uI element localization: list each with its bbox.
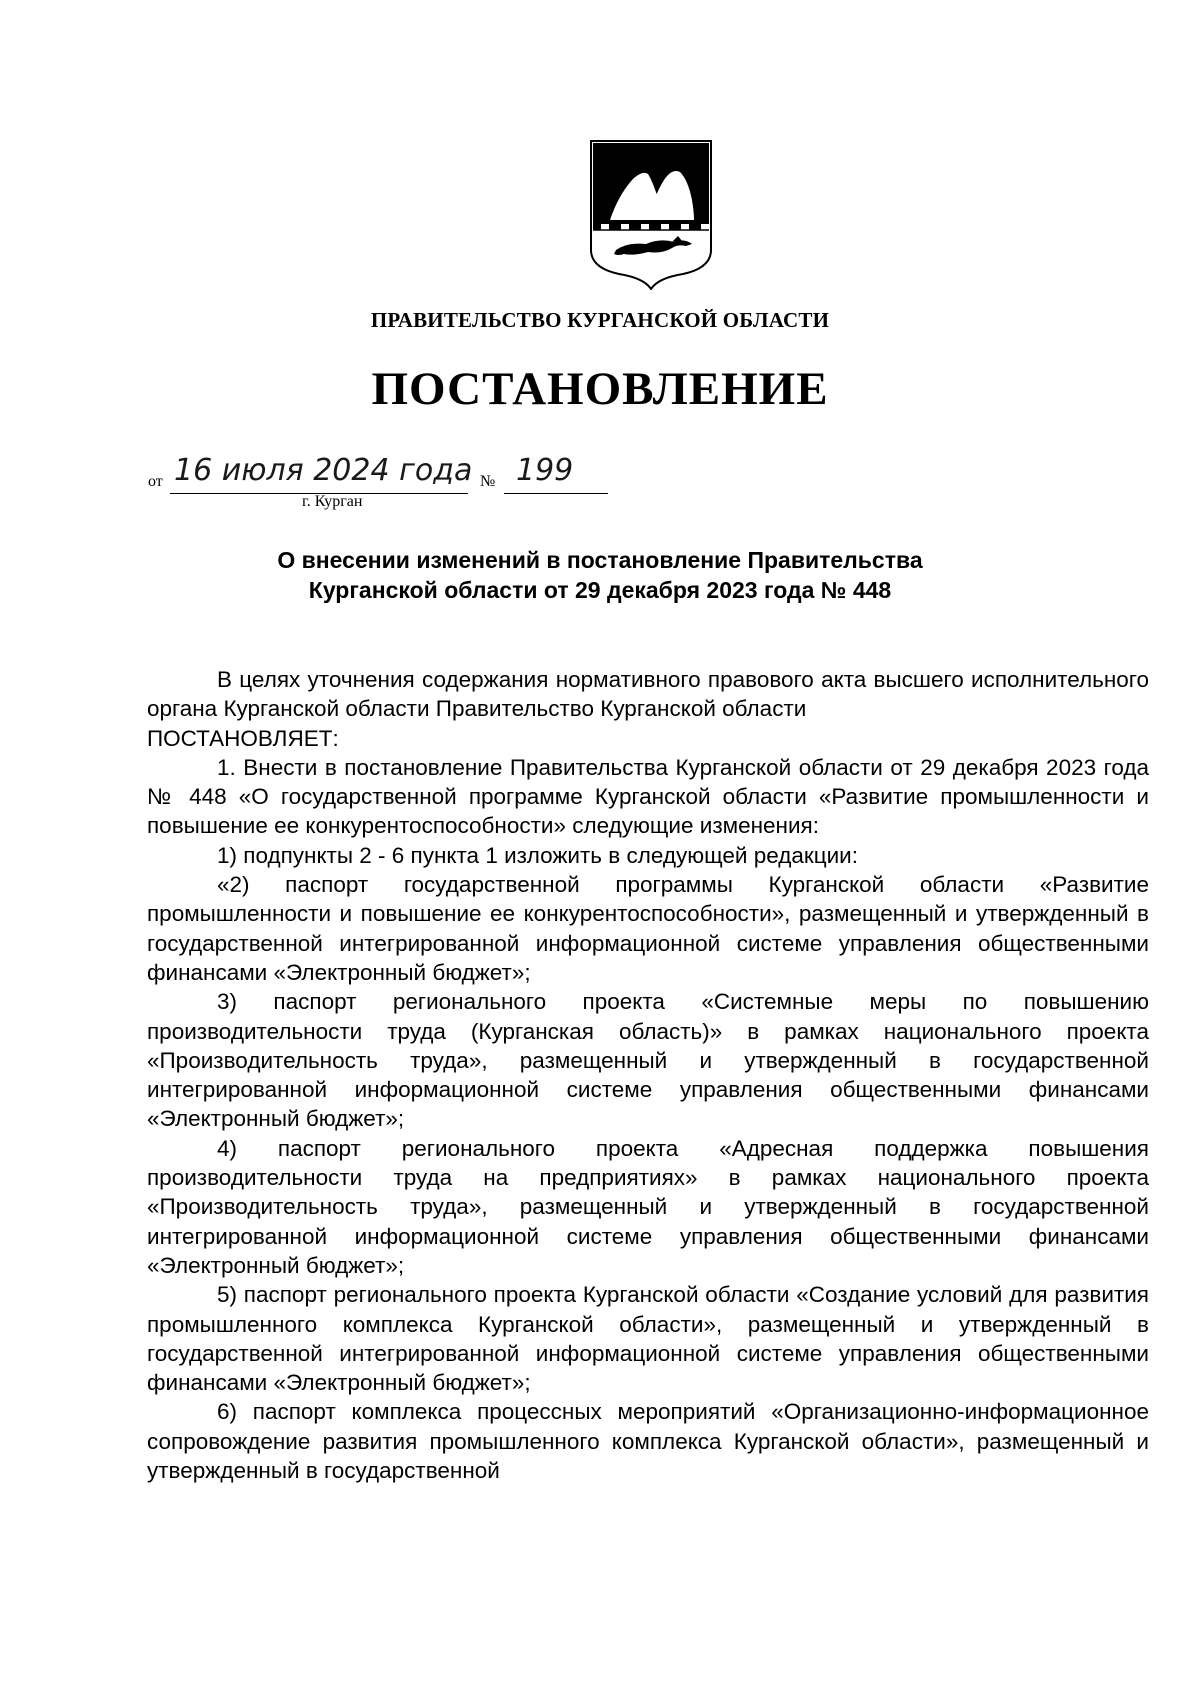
- subitem-5-paragraph: 5) паспорт регионального проекта Курганской области «Создание условий для развития промышленного комплекса Курганской области», размещенный и утвержденный в государственной интегрированной информационной системе управления общественными финансами «Электронный бюджет»;: [147, 1282, 1149, 1396]
- government-name: ПРАВИТЕЛЬСТВО КУРГАНСКОЙ ОБЛАСТИ: [370, 308, 830, 332]
- subitem-6-paragraph: 6) паспорт комплекса процессных мероприятий «Организационно-информационное сопровождение развития промышленного комплекса Курганской области», размещенный и утвержденный в государственной: [147, 1399, 1149, 1484]
- subitem-3-paragraph: 3) паспорт регионального проекта «Системные меры по повышению производительности труда (Курганская область)» в рамках национального проекта «Производительность труда», размещенный и утвержденный в государственной интегрированной информационной системе управления общественными финансами «Электронный бюджет»;: [147, 989, 1149, 1132]
- document-subject: [0, 545, 1200, 605]
- from-label: от: [148, 473, 163, 490]
- subitem-2-paragraph: «2) паспорт государственной программы Курганской области «Развитие промышленности и повышение ее конкурентоспособности», размещенный и утвержденный в государственной интегрированной информационной системе управления общественными финансами «Электронный бюджет»;: [147, 872, 1149, 985]
- subitem-4-paragraph: 4) паспорт регионального проекта «Адресная поддержка повышения производительности труда на предприятиях» в рамках национального проекта «Производительность труда», размещенный и утвержденный в государственной интегрированной информационной системе управления общественными финансами «Электронный бюджет»;: [147, 1135, 1149, 1278]
- document-body: [147, 665, 1149, 1485]
- decree-word: ПОСТАНОВЛЯЕТ:: [147, 725, 339, 751]
- number-label: №: [480, 473, 496, 490]
- subitem-1-paragraph: 1) подпункты 2 - 6 пункта 1 изложить в следующей редакции:: [217, 842, 858, 868]
- item-1-paragraph: 1. Внести в постановление Правительства Курганской области от 29 декабря 2023 года № 448 «О государственной программе Курганской области «Развитие промышленности и повышение ее конкурентоспособности» следующие изменения:: [147, 754, 1149, 839]
- city-label: г. Курган: [302, 493, 363, 510]
- handwritten-number: 199: [516, 453, 574, 488]
- preamble-paragraph: В целях уточнения содержания нормативного правового акта высшего исполнительного органа Курганской области Правительство Курганской области: [147, 667, 1149, 722]
- handwritten-date: 16 июля 2024 года: [174, 453, 473, 488]
- date-number-line: [148, 455, 668, 495]
- document-type-title: ПОСТАНОВЛЕНИЕ: [371, 363, 829, 415]
- kurgan-region-coat-of-arms-icon: [588, 138, 714, 290]
- subject-line-1: О внесении изменений в постановление Правительства: [277, 547, 923, 573]
- subject-line-2: Курганской области от 29 декабря 2023 года № 448: [308, 577, 892, 603]
